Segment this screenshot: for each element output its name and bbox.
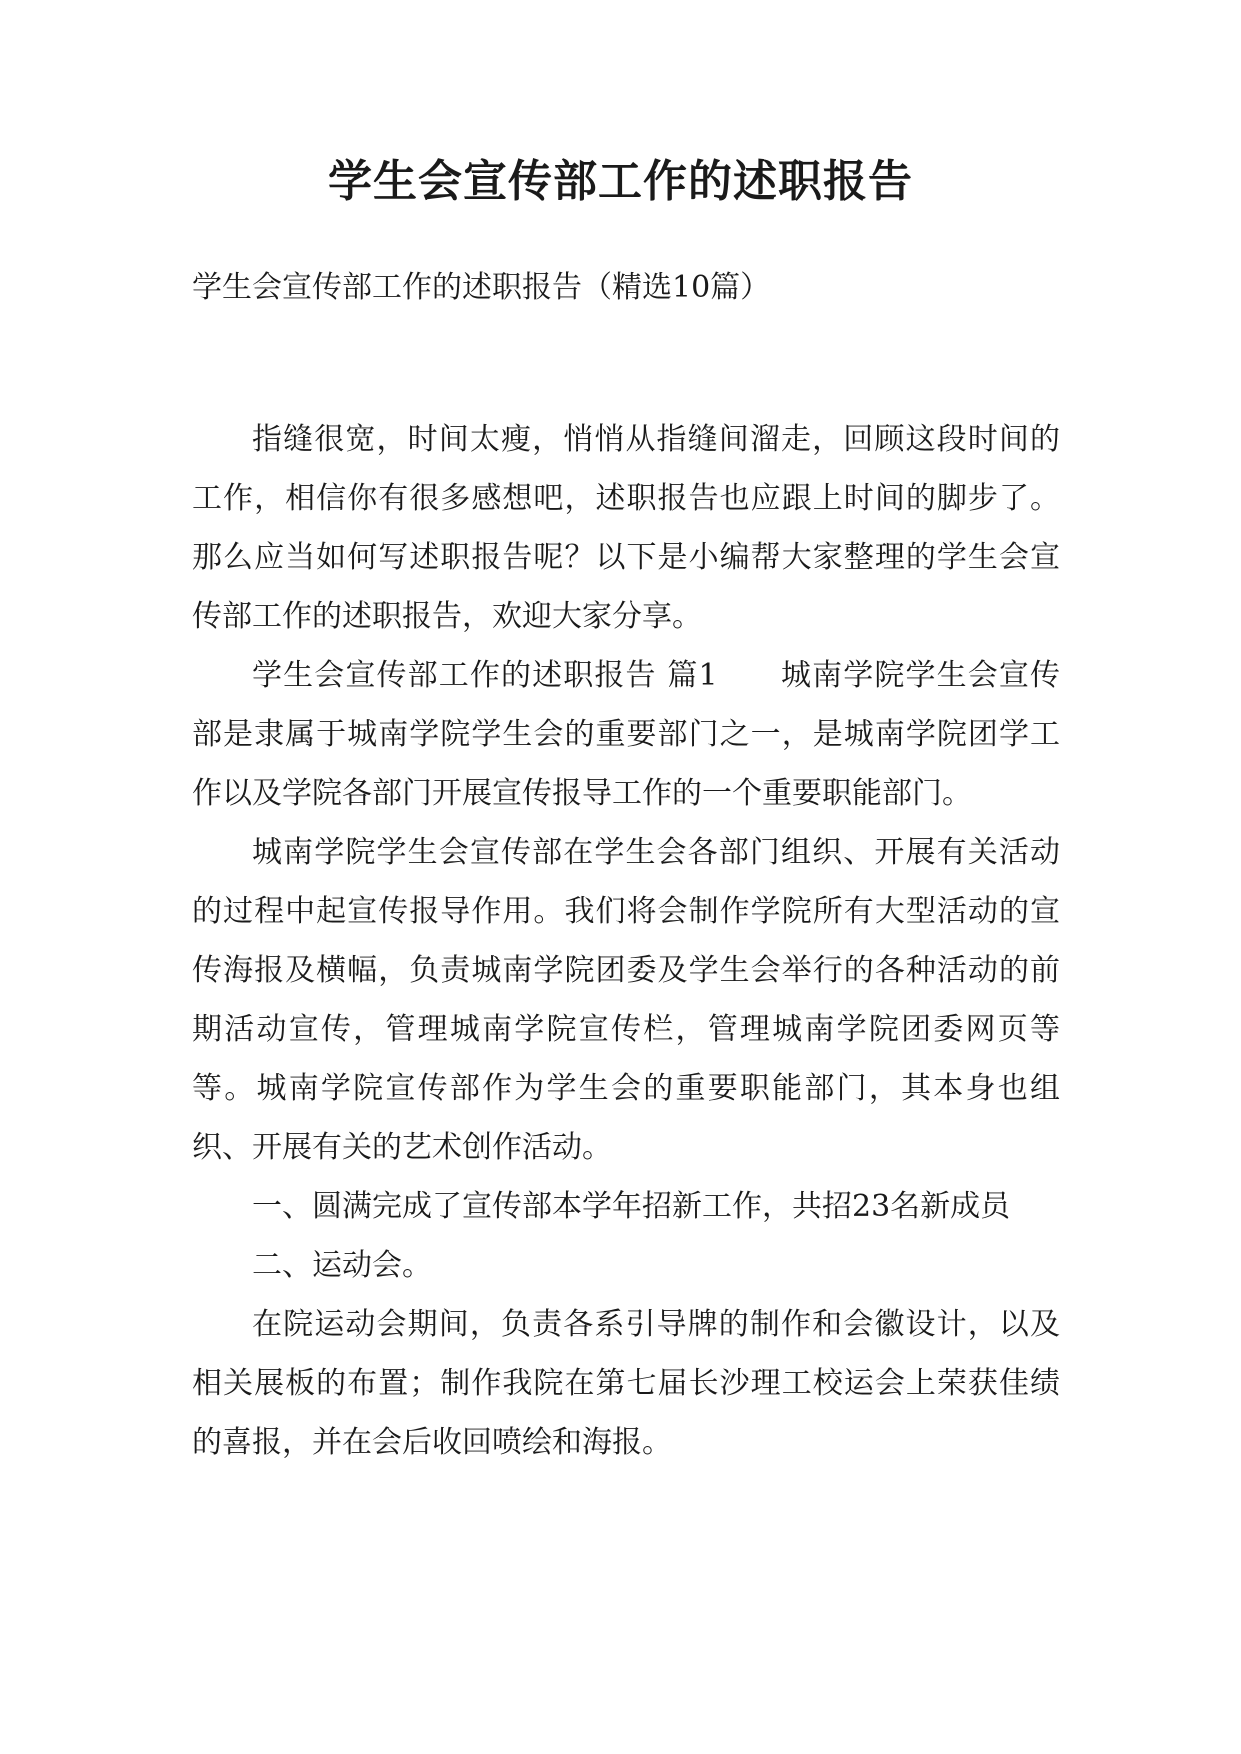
paragraph-description: 城南学院学生会宣传部在学生会各部门组织、开展有关活动的过程中起宣传报导作用。我们将会制作学院所有大型活动的宣传海报及横幅，负责城南学院团委及学生会举行的各种活动的前期活动宣传，管理城南学院宣传栏，管理城南学院团委网页等等。城南学院宣传部作为学生会的重要职能部门，其本身也组织、开展有关的艺术创作活动。 xyxy=(192,835,1060,1165)
document-subtitle: 学生会宣传部工作的述职报告（精选10篇） xyxy=(192,270,771,305)
paragraph-section-1: 学生会宣传部工作的述职报告 篇1 城南学院学生会宣传部是隶属于城南学院学生会的重要部门之一，是城南学院团学工作以及学院各部门开展宣传报导工作的一个重要职能部门。 xyxy=(192,658,1060,811)
document-body xyxy=(192,410,1060,1472)
paragraph-item-one: 一、圆满完成了宣传部本学年招新工作，共招23名新成员 xyxy=(252,1189,1011,1224)
paragraph-intro: 指缝很宽，时间太瘦，悄悄从指缝间溜走，回顾这段时间的工作，相信你有很多感想吧，述职报告也应跟上时间的脚步了。那么应当如何写述职报告呢？以下是小编帮大家整理的学生会宣传部工作的述职报告，欢迎大家分享。 xyxy=(192,422,1060,634)
document-title: 学生会宣传部工作的述职报告 xyxy=(328,156,913,207)
paragraph-sports-meet: 在院运动会期间，负责各系引导牌的制作和会徽设计，以及相关展板的布置；制作我院在第七届长沙理工校运会上荣获佳绩的喜报，并在会后收回喷绘和海报。 xyxy=(192,1307,1060,1460)
paragraph-item-two: 二、运动会。 xyxy=(252,1248,432,1283)
